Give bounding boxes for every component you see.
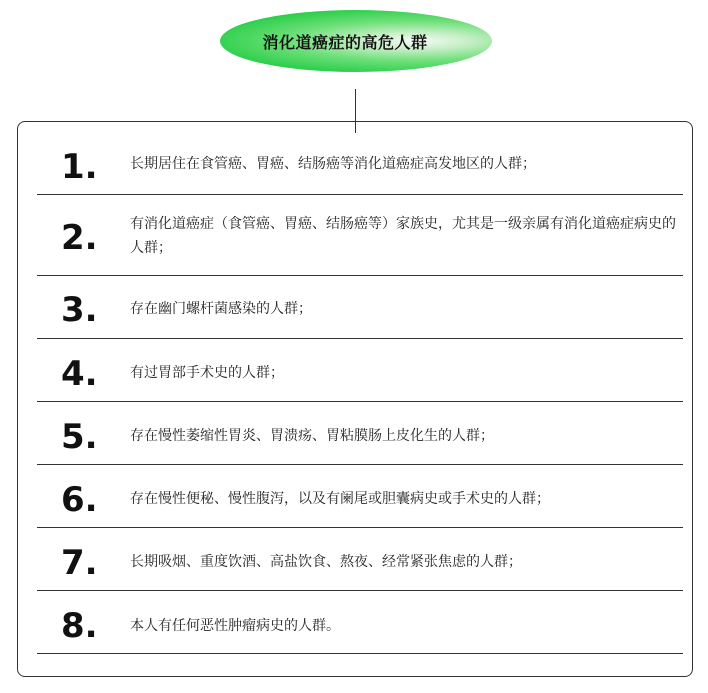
list-item bbox=[37, 275, 683, 339]
item-number: 5. bbox=[61, 417, 98, 457]
list-item bbox=[37, 590, 683, 654]
item-text: 本人有任何恶性肿瘤病史的人群。 bbox=[130, 618, 340, 634]
page-title: 消化道癌症的高危人群 bbox=[262, 32, 428, 52]
item-text: 存在慢性便秘、慢性腹泻，以及有阑尾或胆囊病史或手术史的人群； bbox=[130, 491, 550, 507]
title-banner bbox=[220, 10, 492, 72]
item-number: 7. bbox=[61, 543, 98, 583]
item-text: 长期居住在食管癌、胃癌、结肠癌等消化道癌症高发地区的人群； bbox=[130, 156, 536, 172]
item-text: 有消化道癌症（食管癌、胃癌、结肠癌等）家族史，尤其是一级亲属有消化道癌症病史的人群； bbox=[130, 216, 676, 256]
list-item bbox=[37, 527, 683, 591]
list-item bbox=[37, 135, 683, 195]
list-item bbox=[37, 194, 683, 276]
item-number: 2. bbox=[61, 218, 98, 258]
item-number: 6. bbox=[61, 480, 98, 520]
item-number: 1. bbox=[61, 147, 98, 187]
item-text: 有过胃部手术史的人群； bbox=[130, 365, 284, 381]
item-number: 4. bbox=[61, 354, 98, 394]
list-item bbox=[37, 338, 683, 402]
item-text: 存在慢性萎缩性胃炎、胃溃疡、胃粘膜肠上皮化生的人群； bbox=[130, 428, 494, 444]
item-number: 8. bbox=[61, 606, 98, 646]
item-text: 长期吸烟、重度饮酒、高盐饮食、熬夜、经常紧张焦虑的人群； bbox=[130, 554, 522, 570]
list-item bbox=[37, 464, 683, 528]
item-text: 存在幽门螺杆菌感染的人群； bbox=[130, 301, 312, 317]
item-number: 3. bbox=[61, 290, 98, 330]
list-item bbox=[37, 401, 683, 465]
